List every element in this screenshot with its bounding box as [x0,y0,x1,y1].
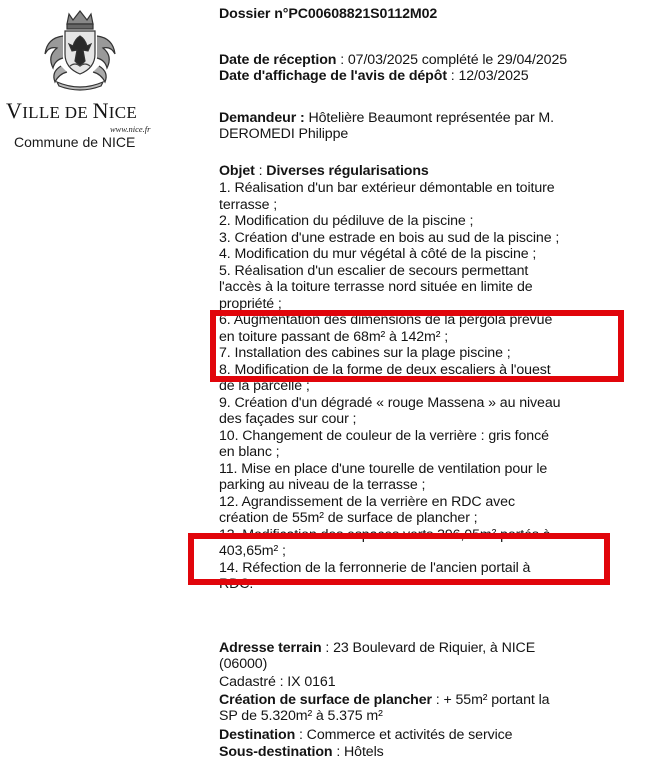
works-list-item: 8. Modification de la forme de deux escaliers à l'ouest [219,361,551,378]
works-list-item: des façades sur cour ; [219,411,357,428]
works-list-item: 14. Réfection de la ferronnerie de l'ancien portail à [219,559,531,576]
works-list-item: 1. Réalisation d'un bar extérieur démontable en toiture [219,180,555,196]
works-list-item: en blanc ; [219,444,280,461]
works-list-item: 10. Changement de couleur de la verrière : gris foncé [219,427,549,444]
floor-area-line-1: Création de surface de plancher : + 55m² portant la [219,692,550,708]
sub-destination: Sous-destination : Hôtels [219,744,384,760]
works-list-item: 13. Modification des espaces verts 396,05m² portés à [219,526,551,543]
works-list-item: 11. Mise en place d'une tourelle de ventilation pour le [219,460,548,477]
reception-date: Date de réception : 07/03/2025 complété le 29/04/2025 [219,52,568,68]
works-list-item: création de 55m² de surface de plancher ; [219,510,478,527]
applicant-line-2: DEROMEDI Philippe [219,126,349,142]
objet-heading: Objet : Diverses régularisations [219,163,429,179]
works-list-item: RDC. [219,576,254,593]
city-logo [0,0,190,170]
works-list-item: parking au niveau de la terrasse ; [219,477,426,494]
works-list-item: de la parcelle ; [219,378,310,395]
address-line-1: Adresse terrain : 23 Boulevard de Riquier, à NICE [219,640,536,656]
floor-area-line-2: SP de 5.320m² à 5.375 m² [219,708,383,724]
works-list-item: en toiture passant de 68m² à 142m² ; [219,328,449,345]
commune-label: Commune de NICE [14,134,136,150]
cadastre: Cadastré : IX 0161 [219,674,336,690]
applicant-line-1: Demandeur : Hôtelière Beaumont représentée par M. [219,110,554,126]
highlight-frame-verriere [188,533,610,585]
works-list-item: 9. Création d'un dégradé « rouge Massena » au niveau [219,394,561,411]
works-list-item: 403,65m² ; [219,543,286,560]
works-list-item: terrasse ; [219,196,278,213]
website-text: www.nice.fr [110,124,151,134]
works-list-item: 2. Modification du pédiluve de la piscine ; [219,213,474,230]
dossier-number: Dossier n°PC00608821S0112M02 [219,6,438,22]
address-line-2: (06000) [219,656,268,672]
works-list-item: 7. Installation des cabines sur la plage piscine ; [219,345,511,362]
works-list-item: 3. Création d'une estrade en bois au sud de la piscine ; [219,229,560,246]
works-list-item: 5. Réalisation d'un escalier de secours permettant [219,262,529,279]
posting-date: Date d'affichage de l'avis de dépôt : 12/03/2025 [219,68,529,84]
works-list-item: propriété ; [219,295,282,312]
works-list-item: 4. Modification du mur végétal à côté de la piscine ; [219,246,537,263]
nice-coat-of-arms-icon [25,6,135,91]
destination: Destination : Commerce et activités de service [219,727,513,743]
works-list-item: l'accès à la toiture terrasse nord située en limite de [219,279,533,296]
works-list-item: 6. Augmentation des dimensions de la pergola prévue [219,312,553,329]
ville-de-nice-wordmark: VILLE DE NICE [6,98,138,123]
highlight-frame-pergola [210,310,624,382]
works-list-item: 12. Agrandissement de la verrière en RDC avec [219,493,515,510]
